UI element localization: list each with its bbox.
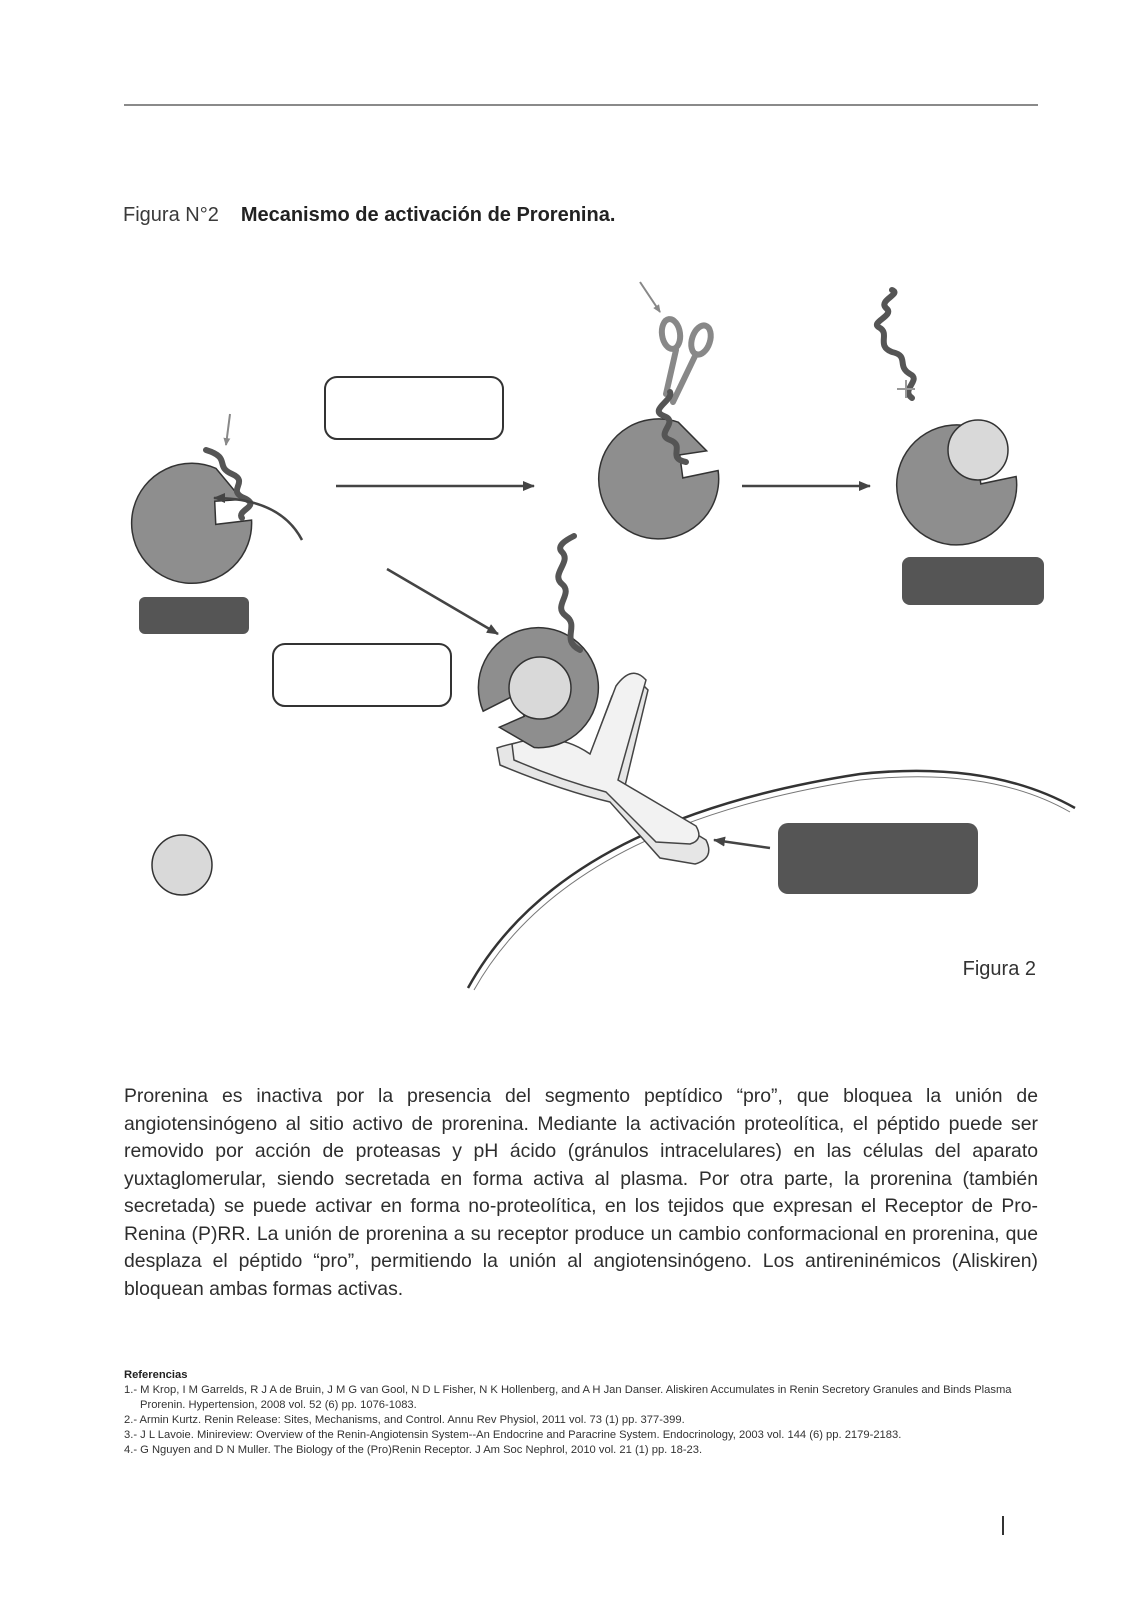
- body-paragraph: Prorenina es inactiva por la presencia del segmento peptídico “pro”, que bloquea la unión de angiotensinógeno al sitio activo de prorenina. Mediante la activación proteolítica, el péptido puede ser removido por acción de proteasas y pH ácido (gránulos intracelulares) en las células del aparato yuxtaglomerular, siendo secretada en forma activa al plasma. Por otra parte, la prorenina (también secretada) se puede activar en forma no-proteolítica, en los tejidos que expresan el Receptor de Pro-Renina (P)RR. La unión de prorenina a su receptor produce un cambio conformacional en prorenina, que desplaza el péptido “pro”, permitiendo la unión al angiotensinógeno. Los antireninémicos (Aliskiren) bloquean ambas formas activas.: [124, 1085, 1038, 1300]
- arrow-to-receptor-icon: [387, 569, 498, 634]
- small-arrow-icon: [226, 414, 230, 445]
- label-box-active-renin: [902, 557, 1044, 605]
- references-section: [124, 1368, 1044, 1458]
- prorenin-cleaving-icon: [585, 406, 732, 553]
- angiotensinogen-legend-icon: [152, 835, 212, 895]
- prorenin-molecule-icon: [122, 454, 261, 593]
- arrow-receptor-label-icon: [714, 840, 770, 848]
- angiotensinogen-bound-icon: [509, 657, 571, 719]
- figure-number: Figura N°2: [123, 204, 219, 226]
- label-box-receptor: [778, 823, 978, 894]
- label-box-proteolytic: [325, 377, 503, 439]
- cell-membrane-icon: [468, 771, 1075, 988]
- reference-item: 4.- G Nguyen and D N Muller. The Biology of the (Pro)Renin Receptor. J Am Soc Nephrol, 2010 vol. 21 (1) pp. 18-23.: [124, 1444, 703, 1456]
- references-title: Referencias: [124, 1369, 188, 1381]
- reference-item: 1.- M Krop, I M Garrelds, R J A de Bruin, J M G van Gool, N D L Fisher, N K Hollenberg, and A H Jan Danser. Aliskiren Accumulates in Renin Secretory Granules and Binds Plasma Prorenin. Hypertension, 2008 vol. 52 (6) pp. 1076-1083.: [124, 1384, 1012, 1411]
- small-arrow-icon: [640, 282, 660, 312]
- label-box-prorenina: [139, 597, 249, 634]
- page-marker: [1002, 1516, 1004, 1535]
- header-rule: [124, 104, 1038, 106]
- prorenin-activation-diagram: [0, 260, 1146, 1020]
- reference-item: 2.- Armin Kurtz. Renin Release: Sites, Mechanisms, and Control. Annu Rev Physiol, 2011 vol. 73 (1) pp. 377-399.: [124, 1414, 685, 1426]
- reference-item: 3.- J L Lavoie. Minireview: Overview of the Renin-Angiotensin System--An Endocrine and Paracrine System. Endocrinology, 2003 vol. 144 (6) pp. 2179-2183.: [124, 1429, 902, 1441]
- figure-label: Figura 2: [962, 958, 1036, 980]
- label-box-non-proteolytic: [273, 644, 451, 706]
- figure-title: Mecanismo de activación de Prorenina.: [240, 204, 616, 226]
- angiotensinogen-circle-icon: [948, 420, 1008, 480]
- released-pro-peptide-icon: [877, 290, 914, 398]
- figure-caption: [123, 204, 615, 227]
- scissors-protease-icon: [660, 318, 714, 402]
